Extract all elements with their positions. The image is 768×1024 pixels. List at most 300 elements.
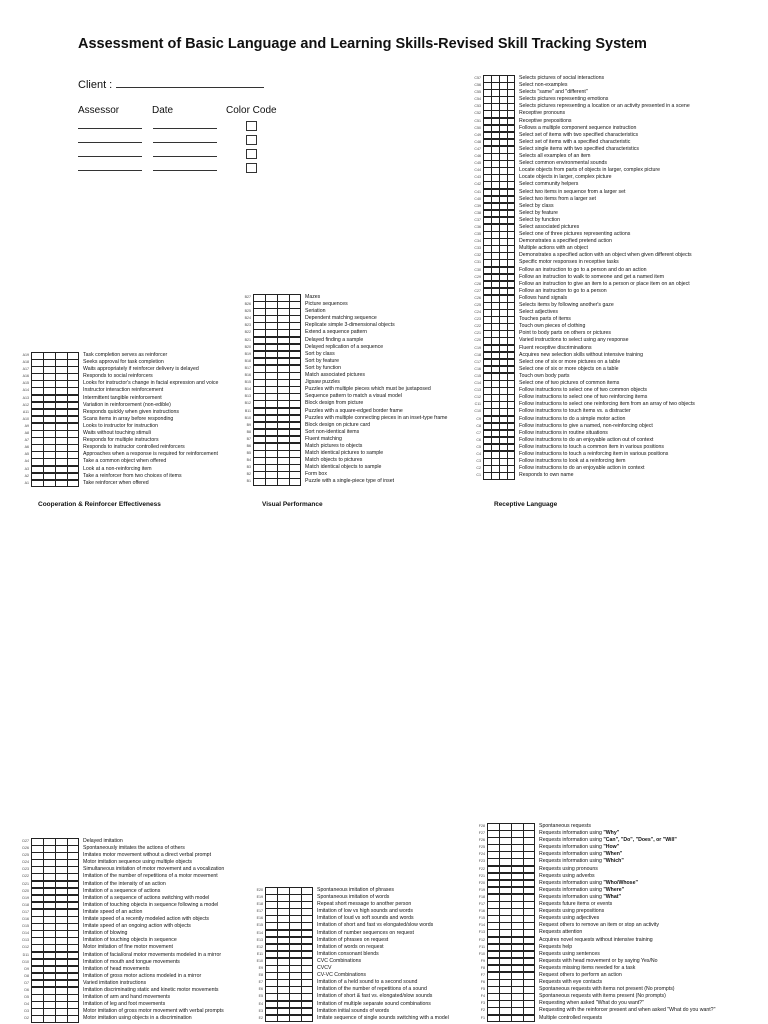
tracking-boxes[interactable] xyxy=(265,972,313,979)
tracking-boxes[interactable] xyxy=(483,451,515,458)
skill-row xyxy=(466,203,766,210)
tracking-cell[interactable] xyxy=(43,1015,55,1023)
skill-text: Imitation of a sequence of actions xyxy=(83,887,161,894)
tracking-boxes[interactable] xyxy=(483,96,515,103)
skill-code: E8 xyxy=(258,973,263,978)
skill-text: Selects items by following another's gaze xyxy=(519,302,614,308)
tracking-boxes[interactable] xyxy=(483,259,515,266)
skill-row xyxy=(466,330,766,337)
tracking-boxes[interactable] xyxy=(483,337,515,344)
tracking-boxes[interactable] xyxy=(265,958,313,965)
tracking-boxes[interactable] xyxy=(483,196,515,203)
tracking-cell[interactable] xyxy=(31,1015,43,1023)
tracking-boxes[interactable] xyxy=(483,430,515,437)
tracking-boxes[interactable] xyxy=(253,443,301,450)
color-box[interactable] xyxy=(246,121,257,131)
tracking-boxes[interactable] xyxy=(483,75,515,82)
skill-code: F23 xyxy=(478,859,485,864)
tracking-boxes[interactable] xyxy=(31,888,79,895)
tracking-boxes[interactable] xyxy=(483,323,515,330)
tracking-boxes[interactable] xyxy=(487,1015,535,1022)
tracking-boxes[interactable] xyxy=(31,937,79,944)
tracking-boxes[interactable] xyxy=(31,944,79,951)
skill-row xyxy=(466,337,766,344)
skill-code: D3 xyxy=(24,1009,29,1014)
skill-text: Imitation of leg and foot movements xyxy=(83,1001,166,1008)
tracking-boxes[interactable] xyxy=(31,437,79,444)
tracking-boxes[interactable] xyxy=(487,937,535,944)
tracking-boxes[interactable] xyxy=(253,457,301,464)
tracking-boxes[interactable] xyxy=(265,901,313,908)
tracking-boxes[interactable] xyxy=(253,464,301,471)
tracking-boxes[interactable] xyxy=(483,316,515,323)
skill-row xyxy=(466,302,766,309)
tracking-boxes[interactable] xyxy=(483,302,515,309)
tracking-cell[interactable] xyxy=(31,480,43,488)
tracking-boxes[interactable] xyxy=(31,480,79,487)
tracking-boxes[interactable] xyxy=(487,858,535,865)
tracking-boxes[interactable] xyxy=(253,358,301,365)
tracking-cell[interactable] xyxy=(523,1015,535,1023)
skill-text: Responds quickly when given instructions xyxy=(83,408,180,415)
tracking-boxes[interactable] xyxy=(31,859,79,866)
tracking-boxes[interactable] xyxy=(483,89,515,96)
tracking-boxes[interactable] xyxy=(253,351,301,358)
skill-description xyxy=(519,189,625,196)
tracking-boxes[interactable] xyxy=(31,458,79,465)
tracking-boxes[interactable] xyxy=(31,444,79,451)
tracking-boxes[interactable] xyxy=(265,1015,313,1022)
tracking-boxes[interactable] xyxy=(265,951,313,958)
tracking-boxes[interactable] xyxy=(265,1001,313,1008)
skill-text: Imitation of touching objects in sequence following a model xyxy=(83,901,219,908)
tracking-cell[interactable] xyxy=(499,1015,511,1023)
tracking-boxes[interactable] xyxy=(31,1015,79,1022)
tracking-boxes[interactable] xyxy=(31,916,79,923)
skill-text: Select one of six or more pictures on a table xyxy=(519,358,621,365)
tracking-boxes[interactable] xyxy=(483,110,515,117)
tracking-boxes[interactable] xyxy=(487,1000,535,1007)
tracking-boxes[interactable] xyxy=(31,373,79,380)
skill-code: F9 xyxy=(480,958,485,963)
tracking-cell[interactable] xyxy=(55,480,67,488)
tracking-boxes[interactable] xyxy=(487,844,535,851)
skill-description xyxy=(539,1015,602,1022)
skill-description xyxy=(305,344,383,351)
skill-code: C21 xyxy=(474,331,481,336)
tracking-cell[interactable] xyxy=(277,1015,289,1023)
tracking-boxes[interactable] xyxy=(487,887,535,894)
tracking-boxes[interactable] xyxy=(487,880,535,887)
tracking-cell[interactable] xyxy=(55,1015,67,1023)
skill-description xyxy=(519,366,618,373)
skill-code: B16 xyxy=(244,373,251,378)
tracking-boxes[interactable] xyxy=(31,881,79,888)
tracking-boxes[interactable] xyxy=(253,379,301,386)
tracking-boxes[interactable] xyxy=(483,387,515,394)
skill-code: C47 xyxy=(474,146,481,151)
tracking-boxes[interactable] xyxy=(483,167,515,174)
tracking-boxes[interactable] xyxy=(483,330,515,337)
skill-row xyxy=(236,337,486,344)
tracking-cell[interactable] xyxy=(511,1015,523,1023)
tracking-boxes[interactable] xyxy=(487,915,535,922)
tracking-boxes[interactable] xyxy=(265,887,313,894)
tracking-boxes[interactable] xyxy=(31,402,79,409)
color-box[interactable] xyxy=(246,163,257,173)
skill-text: Follow instructions to select one reinforcing item from an array of two objects xyxy=(519,401,695,408)
tracking-boxes[interactable] xyxy=(31,430,79,437)
tracking-boxes[interactable] xyxy=(483,366,515,373)
tracking-boxes[interactable] xyxy=(31,987,79,994)
tracking-boxes[interactable] xyxy=(483,437,515,444)
skill-description xyxy=(519,103,690,110)
skill-row xyxy=(14,952,264,959)
tracking-boxes[interactable] xyxy=(487,1007,535,1014)
skill-description xyxy=(539,922,659,929)
skill-keyword: "Which" xyxy=(603,858,624,865)
tracking-boxes[interactable] xyxy=(483,444,515,451)
tracking-boxes[interactable] xyxy=(483,132,515,139)
tracking-cell[interactable] xyxy=(265,478,277,486)
tracking-boxes[interactable] xyxy=(31,966,79,973)
tracking-boxes[interactable] xyxy=(31,980,79,987)
skill-text: Specific motor responses in receptive tasks xyxy=(519,259,619,266)
tracking-cell[interactable] xyxy=(67,1015,79,1023)
tracking-boxes[interactable] xyxy=(253,322,301,329)
skill-text: Select associated pictures xyxy=(519,223,580,230)
tracking-cell[interactable] xyxy=(265,1015,277,1023)
tracking-boxes[interactable] xyxy=(483,267,515,274)
tracking-boxes[interactable] xyxy=(253,365,301,372)
tracking-boxes[interactable] xyxy=(265,915,313,922)
skill-description xyxy=(83,966,150,973)
skill-row xyxy=(14,416,254,423)
tracking-boxes[interactable] xyxy=(253,294,301,301)
tracking-cell[interactable] xyxy=(67,480,79,488)
tracking-boxes[interactable] xyxy=(483,125,515,132)
tracking-boxes[interactable] xyxy=(31,366,79,373)
tracking-boxes[interactable] xyxy=(253,400,301,407)
skill-code: E5 xyxy=(258,994,263,999)
skill-code: C8 xyxy=(476,423,481,428)
skill-description xyxy=(83,838,123,845)
tracking-boxes[interactable] xyxy=(31,952,79,959)
tracking-boxes[interactable] xyxy=(253,337,301,344)
tracking-boxes[interactable] xyxy=(253,315,301,322)
skill-code: C3 xyxy=(476,459,481,464)
skill-description xyxy=(305,436,342,443)
tracking-boxes[interactable] xyxy=(487,958,535,965)
tracking-cell[interactable] xyxy=(487,1015,499,1023)
tracking-boxes[interactable] xyxy=(31,866,79,873)
tracking-boxes[interactable] xyxy=(487,901,535,908)
tracking-boxes[interactable] xyxy=(483,210,515,217)
tracking-cell[interactable] xyxy=(507,472,515,480)
tracking-boxes[interactable] xyxy=(487,986,535,993)
client-field[interactable] xyxy=(78,78,264,91)
skill-description xyxy=(317,922,433,929)
tracking-boxes[interactable] xyxy=(31,973,79,980)
tracking-boxes[interactable] xyxy=(483,472,515,479)
skill-row xyxy=(236,436,486,443)
tracking-boxes[interactable] xyxy=(253,429,301,436)
tracking-boxes[interactable] xyxy=(483,238,515,245)
tracking-boxes[interactable] xyxy=(483,82,515,89)
tracking-boxes[interactable] xyxy=(31,909,79,916)
tracking-boxes[interactable] xyxy=(483,139,515,146)
client-line[interactable] xyxy=(116,78,264,88)
skill-text: Responds to own name xyxy=(519,472,574,479)
skill-description xyxy=(519,139,630,146)
skill-description xyxy=(519,373,569,380)
skill-row xyxy=(466,458,766,465)
tracking-cell[interactable] xyxy=(277,478,289,486)
skill-code: D26 xyxy=(22,846,29,851)
skill-description xyxy=(519,174,612,181)
tracking-boxes[interactable] xyxy=(31,395,79,402)
tracking-boxes[interactable] xyxy=(265,894,313,901)
tracking-boxes[interactable] xyxy=(265,993,313,1000)
tracking-boxes[interactable] xyxy=(487,972,535,979)
tracking-cell[interactable] xyxy=(43,480,55,488)
skill-description xyxy=(519,75,604,82)
skill-keyword: "Where" xyxy=(603,886,625,893)
tracking-boxes[interactable] xyxy=(487,965,535,972)
tracking-boxes[interactable] xyxy=(487,873,535,880)
tracking-boxes[interactable] xyxy=(487,944,535,951)
tracking-boxes[interactable] xyxy=(487,837,535,844)
tracking-boxes[interactable] xyxy=(31,895,79,902)
tracking-boxes[interactable] xyxy=(265,944,313,951)
tracking-boxes[interactable] xyxy=(253,471,301,478)
tracking-boxes[interactable] xyxy=(31,416,79,423)
tracking-boxes[interactable] xyxy=(483,288,515,295)
skill-text: Simultaneous imitation of motor movement and a vocalization xyxy=(83,866,225,873)
skill-code: B12 xyxy=(244,401,251,406)
tracking-boxes[interactable] xyxy=(483,394,515,401)
tracking-boxes[interactable] xyxy=(487,823,535,830)
tracking-boxes[interactable] xyxy=(31,387,79,394)
tracking-boxes[interactable] xyxy=(31,852,79,859)
tracking-cell[interactable] xyxy=(253,478,265,486)
tracking-boxes[interactable] xyxy=(253,344,301,351)
tracking-cell[interactable] xyxy=(491,472,499,480)
tracking-cell[interactable] xyxy=(483,472,491,480)
tracking-boxes[interactable] xyxy=(483,274,515,281)
color-box[interactable] xyxy=(246,149,257,159)
tracking-boxes[interactable] xyxy=(31,359,79,366)
tracking-boxes[interactable] xyxy=(483,465,515,472)
tracking-boxes[interactable] xyxy=(483,458,515,465)
tracking-boxes[interactable] xyxy=(31,1008,79,1015)
tracking-boxes[interactable] xyxy=(31,902,79,909)
skill-text: Instructor interaction reinforcement xyxy=(83,387,164,394)
tracking-boxes[interactable] xyxy=(265,965,313,972)
tracking-boxes[interactable] xyxy=(483,146,515,153)
skill-row xyxy=(466,153,766,160)
tracking-boxes[interactable] xyxy=(483,181,515,188)
skill-row xyxy=(236,450,486,457)
skill-code: F13 xyxy=(478,930,485,935)
tracking-boxes[interactable] xyxy=(483,309,515,316)
tracking-boxes[interactable] xyxy=(483,295,515,302)
tracking-boxes[interactable] xyxy=(253,372,301,379)
skill-description xyxy=(519,401,695,408)
color-box[interactable] xyxy=(246,135,257,145)
skill-row xyxy=(14,923,264,930)
skill-code: C36 xyxy=(474,224,481,229)
skill-row xyxy=(466,373,766,380)
tracking-boxes[interactable] xyxy=(483,203,515,210)
tracking-boxes[interactable] xyxy=(487,830,535,837)
tracking-boxes[interactable] xyxy=(483,103,515,110)
tracking-cell[interactable] xyxy=(499,472,507,480)
tracking-boxes[interactable] xyxy=(483,345,515,352)
skill-row xyxy=(470,866,766,873)
tracking-boxes[interactable] xyxy=(483,373,515,380)
tracking-boxes[interactable] xyxy=(265,937,313,944)
tracking-boxes[interactable] xyxy=(483,245,515,252)
skill-code: C13 xyxy=(474,388,481,393)
tracking-boxes[interactable] xyxy=(483,231,515,238)
tracking-boxes[interactable] xyxy=(253,329,301,336)
tracking-boxes[interactable] xyxy=(483,281,515,288)
tracking-boxes[interactable] xyxy=(483,380,515,387)
tracking-boxes[interactable] xyxy=(483,416,515,423)
tracking-boxes[interactable] xyxy=(487,993,535,1000)
tracking-boxes[interactable] xyxy=(483,224,515,231)
tracking-boxes[interactable] xyxy=(483,118,515,125)
tracking-boxes[interactable] xyxy=(483,401,515,408)
skill-description xyxy=(539,958,658,965)
skill-row xyxy=(236,429,486,436)
tracking-boxes[interactable] xyxy=(483,252,515,259)
tracking-boxes[interactable] xyxy=(487,979,535,986)
tracking-boxes[interactable] xyxy=(31,409,79,416)
skill-code: E12 xyxy=(256,944,263,949)
tracking-boxes[interactable] xyxy=(483,174,515,181)
tracking-boxes[interactable] xyxy=(31,873,79,880)
tracking-boxes[interactable] xyxy=(31,451,79,458)
tracking-boxes[interactable] xyxy=(483,160,515,167)
tracking-boxes[interactable] xyxy=(487,922,535,929)
skill-row xyxy=(236,344,486,351)
skill-code: F22 xyxy=(478,866,485,871)
tracking-boxes[interactable] xyxy=(253,386,301,393)
color-code-header: Color Code xyxy=(226,105,277,116)
cooperation-title: Cooperation & Reinforcer Effectiveness xyxy=(38,501,161,508)
tracking-boxes[interactable] xyxy=(31,423,79,430)
skill-code: C6 xyxy=(476,437,481,442)
tracking-cell[interactable] xyxy=(301,1015,313,1023)
tracking-boxes[interactable] xyxy=(483,359,515,366)
skill-row xyxy=(14,359,254,366)
skill-text: Imitation of phrases on request xyxy=(317,936,389,943)
tracking-boxes[interactable] xyxy=(253,422,301,429)
skill-row xyxy=(470,858,766,865)
skill-text: Requests information using xyxy=(539,837,604,844)
skill-description xyxy=(305,400,363,407)
tracking-boxes[interactable] xyxy=(483,423,515,430)
tracking-boxes[interactable] xyxy=(31,994,79,1001)
tracking-boxes[interactable] xyxy=(31,838,79,845)
tracking-boxes[interactable] xyxy=(487,908,535,915)
tracking-boxes[interactable] xyxy=(253,301,301,308)
skill-description xyxy=(83,859,192,866)
skill-row xyxy=(14,1015,264,1022)
tracking-boxes[interactable] xyxy=(265,986,313,993)
skill-row xyxy=(248,1001,488,1008)
tracking-boxes[interactable] xyxy=(31,923,79,930)
skill-text: Dependent matching sequence xyxy=(305,315,377,322)
tracking-boxes[interactable] xyxy=(31,466,79,473)
tracking-boxes[interactable] xyxy=(253,393,301,400)
cooperation-block xyxy=(14,352,254,487)
skill-description xyxy=(83,959,180,966)
tracking-boxes[interactable] xyxy=(265,1008,313,1015)
skill-code: C17 xyxy=(474,359,481,364)
skill-text: Requests information using xyxy=(539,879,604,886)
skill-text: Imitation of blowing xyxy=(83,930,128,937)
skill-code: E4 xyxy=(258,1001,263,1006)
tracking-boxes[interactable] xyxy=(487,851,535,858)
tracking-boxes[interactable] xyxy=(31,1001,79,1008)
tracking-boxes[interactable] xyxy=(31,380,79,387)
tracking-boxes[interactable] xyxy=(265,979,313,986)
tracking-boxes[interactable] xyxy=(483,217,515,224)
skill-text: Imitation of gross motor actions modeled in a mirror xyxy=(83,972,202,979)
tracking-boxes[interactable] xyxy=(31,930,79,937)
skill-text: Follow instructions to touch a reinforcing item in various positions xyxy=(519,450,669,457)
tracking-boxes[interactable] xyxy=(253,308,301,315)
tracking-boxes[interactable] xyxy=(483,153,515,160)
skill-row xyxy=(248,958,488,965)
tracking-boxes[interactable] xyxy=(265,930,313,937)
skill-row xyxy=(466,380,766,387)
tracking-cell[interactable] xyxy=(289,478,301,486)
tracking-boxes[interactable] xyxy=(253,415,301,422)
tracking-boxes[interactable] xyxy=(483,189,515,196)
tracking-boxes[interactable] xyxy=(31,845,79,852)
tracking-boxes[interactable] xyxy=(265,922,313,929)
skill-text: Follow an instruction to go to a person xyxy=(519,287,607,294)
tracking-boxes[interactable] xyxy=(31,352,79,359)
skill-row xyxy=(466,408,766,415)
tracking-boxes[interactable] xyxy=(487,951,535,958)
tracking-boxes[interactable] xyxy=(483,352,515,359)
tracking-boxes[interactable] xyxy=(487,866,535,873)
tracking-boxes[interactable] xyxy=(487,929,535,936)
tracking-boxes[interactable] xyxy=(31,473,79,480)
skill-row xyxy=(14,852,264,859)
skill-text: Match identical objects to sample xyxy=(305,464,382,471)
tracking-boxes[interactable] xyxy=(483,408,515,415)
tracking-boxes[interactable] xyxy=(487,894,535,901)
tracking-boxes[interactable] xyxy=(31,959,79,966)
skill-code: D19 xyxy=(22,895,29,900)
tracking-boxes[interactable] xyxy=(253,408,301,415)
tracking-cell[interactable] xyxy=(289,1015,301,1023)
tracking-boxes[interactable] xyxy=(253,436,301,443)
tracking-boxes[interactable] xyxy=(253,450,301,457)
skill-keyword: "Can", "Do", "Does", or "Will" xyxy=(603,837,677,844)
skill-description xyxy=(305,478,394,485)
tracking-boxes[interactable] xyxy=(265,908,313,915)
skill-code: C5 xyxy=(476,444,481,449)
tracking-boxes[interactable] xyxy=(253,478,301,485)
skill-code: B14 xyxy=(244,387,251,392)
